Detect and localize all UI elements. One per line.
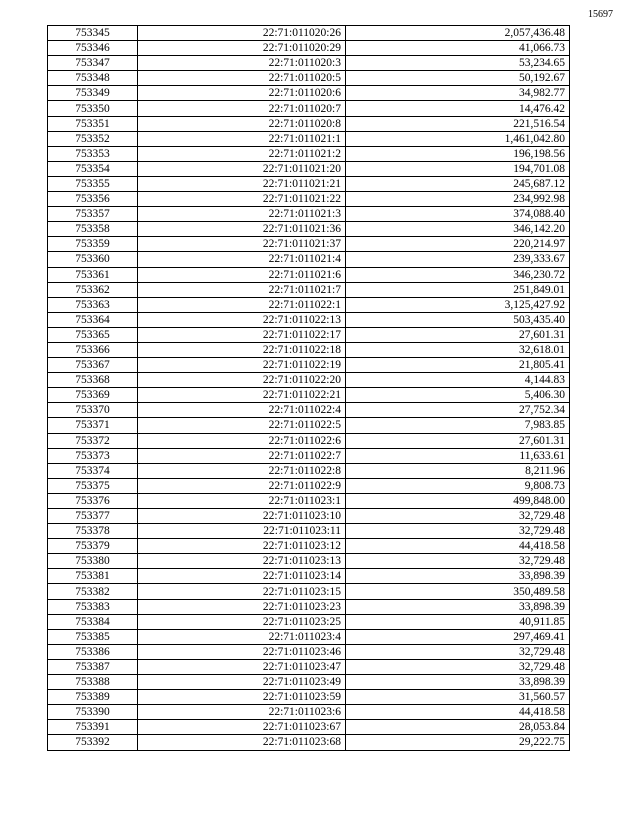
table-row — [48, 388, 570, 403]
row-number-cell: 753369 — [48, 388, 138, 403]
row-number-cell: 753351 — [48, 116, 138, 131]
cadastral-value-cell: 27,601.31 — [346, 327, 570, 342]
row-number-cell: 753353 — [48, 146, 138, 161]
cadastral-value-cell: 9,808.73 — [346, 478, 570, 493]
table-row — [48, 675, 570, 690]
cadastral-value-cell: 44,418.58 — [346, 539, 570, 554]
table-row — [48, 71, 570, 86]
cadastral-value-cell: 4,144.83 — [346, 373, 570, 388]
cadastral-number-cell: 22:71:011023:6 — [138, 705, 346, 720]
cadastral-number-cell: 22:71:011022:18 — [138, 342, 346, 357]
cadastral-value-cell: 346,230.72 — [346, 267, 570, 282]
cadastral-value-cell: 196,198.56 — [346, 146, 570, 161]
cadastral-value-cell: 374,088.40 — [346, 207, 570, 222]
cadastral-number-cell: 22:71:011022:6 — [138, 433, 346, 448]
row-number-cell: 753360 — [48, 252, 138, 267]
cadastral-value-cell: 40,911.85 — [346, 614, 570, 629]
row-number-cell: 753389 — [48, 690, 138, 705]
table-row — [48, 539, 570, 554]
row-number-cell: 753384 — [48, 614, 138, 629]
row-number-cell: 753358 — [48, 222, 138, 237]
row-number-cell: 753346 — [48, 41, 138, 56]
cadastral-value-cell: 5,406.30 — [346, 388, 570, 403]
row-number-cell: 753391 — [48, 720, 138, 735]
cadastral-number-cell: 22:71:011023:14 — [138, 569, 346, 584]
cadastral-value-cell: 3,125,427.92 — [346, 297, 570, 312]
table-row — [48, 237, 570, 252]
cadastral-value-cell: 220,214.97 — [346, 237, 570, 252]
row-number-cell: 753368 — [48, 373, 138, 388]
cadastral-number-cell: 22:71:011021:6 — [138, 267, 346, 282]
cadastral-number-cell: 22:71:011020:3 — [138, 56, 346, 71]
cadastral-value-cell: 27,752.34 — [346, 403, 570, 418]
cadastral-value-cell: 7,983.85 — [346, 418, 570, 433]
cadastral-value-cell: 350,489.58 — [346, 584, 570, 599]
cadastral-value-cell: 221,516.54 — [346, 116, 570, 131]
row-number-cell: 753381 — [48, 569, 138, 584]
table-row — [48, 282, 570, 297]
table-row — [48, 252, 570, 267]
table-row — [48, 599, 570, 614]
table-row — [48, 720, 570, 735]
table-row — [48, 56, 570, 71]
cadastral-number-cell: 22:71:011021:20 — [138, 161, 346, 176]
table-row — [48, 161, 570, 176]
table-row — [48, 493, 570, 508]
table-row — [48, 463, 570, 478]
cadastral-number-cell: 22:71:011023:25 — [138, 614, 346, 629]
table-row — [48, 403, 570, 418]
row-number-cell: 753352 — [48, 131, 138, 146]
table-row — [48, 146, 570, 161]
table-row — [48, 584, 570, 599]
cadastral-value-cell: 50,192.67 — [346, 71, 570, 86]
cadastral-value-cell: 234,992.98 — [346, 192, 570, 207]
cadastral-number-cell: 22:71:011023:4 — [138, 629, 346, 644]
row-number-cell: 753382 — [48, 584, 138, 599]
table-row — [48, 342, 570, 357]
cadastral-value-cell: 32,729.48 — [346, 554, 570, 569]
table-row — [48, 644, 570, 659]
table-row — [48, 176, 570, 191]
cadastral-value-cell: 32,729.48 — [346, 659, 570, 674]
cadastral-value-table — [47, 25, 570, 751]
row-number-cell: 753380 — [48, 554, 138, 569]
row-number-cell: 753366 — [48, 342, 138, 357]
cadastral-number-cell: 22:71:011021:3 — [138, 207, 346, 222]
table-row — [48, 705, 570, 720]
table-row — [48, 735, 570, 750]
cadastral-value-cell: 28,053.84 — [346, 720, 570, 735]
cadastral-number-cell: 22:71:011020:5 — [138, 71, 346, 86]
cadastral-number-cell: 22:71:011023:10 — [138, 509, 346, 524]
cadastral-value-cell: 14,476.42 — [346, 101, 570, 116]
row-number-cell: 753378 — [48, 524, 138, 539]
table-row — [48, 554, 570, 569]
cadastral-number-cell: 22:71:011022:20 — [138, 373, 346, 388]
table-row — [48, 26, 570, 41]
table-row — [48, 659, 570, 674]
row-number-cell: 753363 — [48, 297, 138, 312]
row-number-cell: 753361 — [48, 267, 138, 282]
cadastral-number-cell: 22:71:011020:8 — [138, 116, 346, 131]
table-row — [48, 524, 570, 539]
cadastral-number-cell: 22:71:011020:29 — [138, 41, 346, 56]
table-row — [48, 297, 570, 312]
table-row — [48, 267, 570, 282]
cadastral-number-cell: 22:71:011023:68 — [138, 735, 346, 750]
row-number-cell: 753371 — [48, 418, 138, 433]
cadastral-value-cell: 503,435.40 — [346, 312, 570, 327]
cadastral-value-cell: 194,701.08 — [346, 161, 570, 176]
table-row — [48, 131, 570, 146]
row-number-cell: 753376 — [48, 493, 138, 508]
cadastral-number-cell: 22:71:011023:46 — [138, 644, 346, 659]
cadastral-number-cell: 22:71:011023:15 — [138, 584, 346, 599]
row-number-cell: 753365 — [48, 327, 138, 342]
cadastral-value-cell: 33,898.39 — [346, 599, 570, 614]
table-row — [48, 509, 570, 524]
row-number-cell: 753347 — [48, 56, 138, 71]
cadastral-number-cell: 22:71:011021:1 — [138, 131, 346, 146]
cadastral-value-cell: 27,601.31 — [346, 433, 570, 448]
page-number: 15697 — [588, 9, 613, 20]
table-row — [48, 569, 570, 584]
cadastral-number-cell: 22:71:011021:36 — [138, 222, 346, 237]
table-row — [48, 192, 570, 207]
table-row — [48, 373, 570, 388]
cadastral-number-cell: 22:71:011023:13 — [138, 554, 346, 569]
row-number-cell: 753345 — [48, 26, 138, 41]
cadastral-number-cell: 22:71:011021:7 — [138, 282, 346, 297]
row-number-cell: 753390 — [48, 705, 138, 720]
table-row — [48, 690, 570, 705]
cadastral-number-cell: 22:71:011023:1 — [138, 493, 346, 508]
cadastral-number-cell: 22:71:011021:4 — [138, 252, 346, 267]
cadastral-number-cell: 22:71:011023:47 — [138, 659, 346, 674]
table-row — [48, 327, 570, 342]
cadastral-value-cell: 33,898.39 — [346, 675, 570, 690]
cadastral-value-cell: 499,848.00 — [346, 493, 570, 508]
cadastral-value-cell: 2,057,436.48 — [346, 26, 570, 41]
cadastral-number-cell: 22:71:011022:19 — [138, 358, 346, 373]
cadastral-number-cell: 22:71:011023:11 — [138, 524, 346, 539]
cadastral-value-cell: 32,729.48 — [346, 644, 570, 659]
cadastral-value-cell: 21,805.41 — [346, 358, 570, 373]
cadastral-number-cell: 22:71:011021:37 — [138, 237, 346, 252]
table-row — [48, 448, 570, 463]
cadastral-number-cell: 22:71:011023:67 — [138, 720, 346, 735]
cadastral-number-cell: 22:71:011022:5 — [138, 418, 346, 433]
table-row — [48, 418, 570, 433]
cadastral-number-cell: 22:71:011022:4 — [138, 403, 346, 418]
cadastral-number-cell: 22:71:011022:21 — [138, 388, 346, 403]
cadastral-number-cell: 22:71:011020:6 — [138, 86, 346, 101]
cadastral-number-cell: 22:71:011021:21 — [138, 176, 346, 191]
table-row — [48, 86, 570, 101]
cadastral-value-cell: 346,142.20 — [346, 222, 570, 237]
row-number-cell: 753364 — [48, 312, 138, 327]
cadastral-value-cell: 1,461,042.80 — [346, 131, 570, 146]
cadastral-number-cell: 22:71:011023:23 — [138, 599, 346, 614]
cadastral-number-cell: 22:71:011022:7 — [138, 448, 346, 463]
row-number-cell: 753387 — [48, 659, 138, 674]
row-number-cell: 753379 — [48, 539, 138, 554]
table-row — [48, 41, 570, 56]
row-number-cell: 753392 — [48, 735, 138, 750]
cadastral-value-cell: 32,618.01 — [346, 342, 570, 357]
row-number-cell: 753354 — [48, 161, 138, 176]
cadastral-value-cell: 239,333.67 — [346, 252, 570, 267]
cadastral-number-cell: 22:71:011023:59 — [138, 690, 346, 705]
row-number-cell: 753362 — [48, 282, 138, 297]
row-number-cell: 753370 — [48, 403, 138, 418]
cadastral-value-cell: 245,687.12 — [346, 176, 570, 191]
row-number-cell: 753388 — [48, 675, 138, 690]
table-row — [48, 629, 570, 644]
cadastral-number-cell: 22:71:011022:17 — [138, 327, 346, 342]
row-number-cell: 753375 — [48, 478, 138, 493]
cadastral-number-cell: 22:71:011022:1 — [138, 297, 346, 312]
table-row — [48, 358, 570, 373]
cadastral-number-cell: 22:71:011021:22 — [138, 192, 346, 207]
cadastral-value-cell: 44,418.58 — [346, 705, 570, 720]
cadastral-value-cell: 11,633.61 — [346, 448, 570, 463]
cadastral-number-cell: 22:71:011022:8 — [138, 463, 346, 478]
cadastral-value-cell: 41,066.73 — [346, 41, 570, 56]
cadastral-value-cell: 33,898.39 — [346, 569, 570, 584]
cadastral-value-cell: 8,211.96 — [346, 463, 570, 478]
row-number-cell: 753385 — [48, 629, 138, 644]
cadastral-value-cell: 251,849.01 — [346, 282, 570, 297]
cadastral-number-cell: 22:71:011023:49 — [138, 675, 346, 690]
table-row — [48, 222, 570, 237]
cadastral-value-cell: 32,729.48 — [346, 524, 570, 539]
row-number-cell: 753356 — [48, 192, 138, 207]
row-number-cell: 753357 — [48, 207, 138, 222]
cadastral-number-cell: 22:71:011022:13 — [138, 312, 346, 327]
cadastral-number-cell: 22:71:011020:26 — [138, 26, 346, 41]
table-row — [48, 101, 570, 116]
row-number-cell: 753372 — [48, 433, 138, 448]
row-number-cell: 753367 — [48, 358, 138, 373]
table-body — [48, 26, 570, 751]
row-number-cell: 753350 — [48, 101, 138, 116]
cadastral-value-cell: 31,560.57 — [346, 690, 570, 705]
row-number-cell: 753355 — [48, 176, 138, 191]
row-number-cell: 753359 — [48, 237, 138, 252]
cadastral-number-cell: 22:71:011022:9 — [138, 478, 346, 493]
cadastral-value-cell: 297,469.41 — [346, 629, 570, 644]
table-row — [48, 312, 570, 327]
cadastral-value-cell: 53,234.65 — [346, 56, 570, 71]
cadastral-number-cell: 22:71:011020:7 — [138, 101, 346, 116]
cadastral-value-cell: 34,982.77 — [346, 86, 570, 101]
table-row — [48, 614, 570, 629]
row-number-cell: 753383 — [48, 599, 138, 614]
row-number-cell: 753377 — [48, 509, 138, 524]
cadastral-value-cell: 32,729.48 — [346, 509, 570, 524]
table-row — [48, 433, 570, 448]
row-number-cell: 753373 — [48, 448, 138, 463]
row-number-cell: 753374 — [48, 463, 138, 478]
row-number-cell: 753386 — [48, 644, 138, 659]
table-row — [48, 207, 570, 222]
table-row — [48, 116, 570, 131]
table-row — [48, 478, 570, 493]
row-number-cell: 753348 — [48, 71, 138, 86]
row-number-cell: 753349 — [48, 86, 138, 101]
cadastral-number-cell: 22:71:011023:12 — [138, 539, 346, 554]
cadastral-value-cell: 29,222.75 — [346, 735, 570, 750]
cadastral-number-cell: 22:71:011021:2 — [138, 146, 346, 161]
